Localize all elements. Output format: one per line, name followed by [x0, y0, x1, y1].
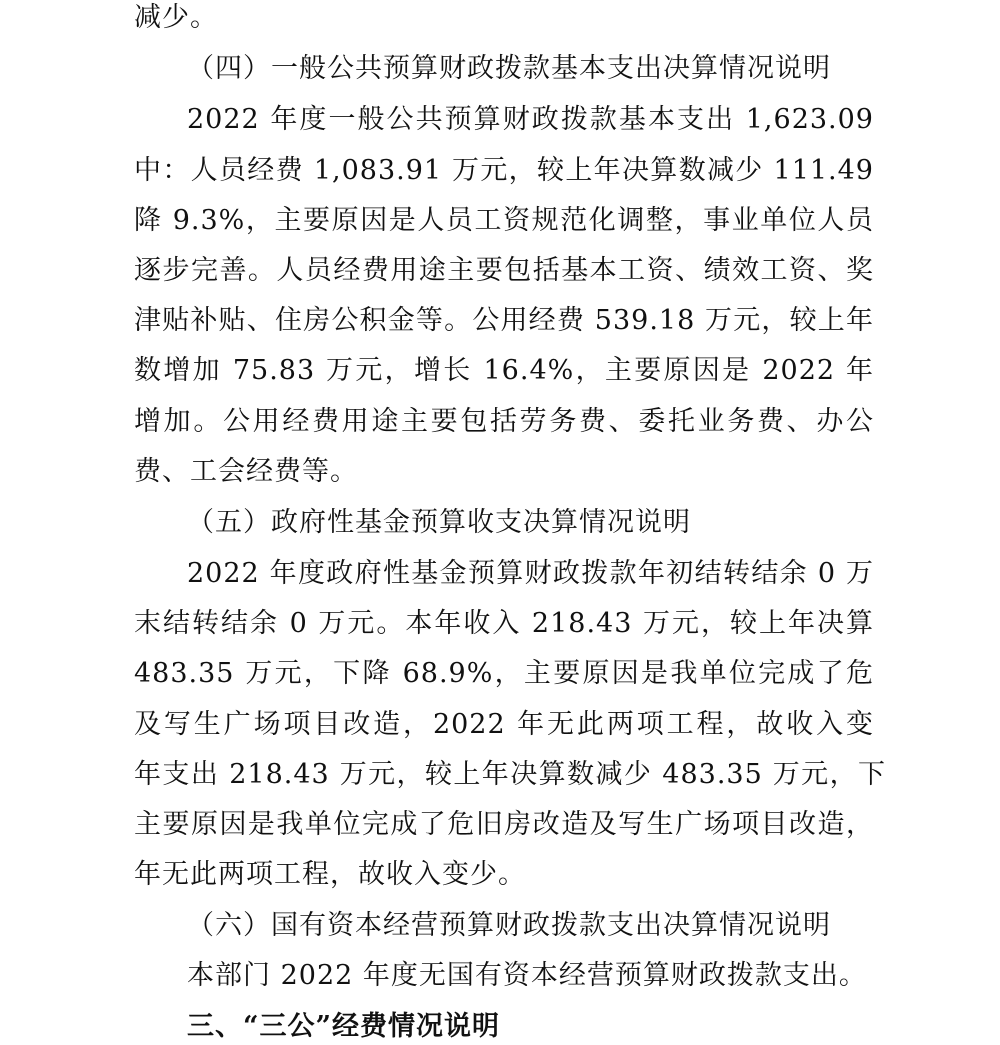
paragraph-line: 逐步完善。人员经费用途主要包括基本工资、绩效工资、奖: [134, 255, 874, 286]
paragraph-line: 降 9.3%，主要原因是人员工资规范化调整，事业单位人员: [134, 205, 874, 236]
paragraph-line: 中：人员经费 1,083.91 万元，较上年决算数减少 111.49: [134, 155, 874, 186]
paragraph-line: 费、工会经费等。: [134, 456, 358, 487]
paragraph-line: 主要原因是我单位完成了危旧房改造及写生广场项目改造，: [134, 809, 874, 840]
paragraph-line: 本部门 2022 年度无国有资本经营预算财政拨款支出。: [187, 960, 867, 991]
section-heading-4: （四）一般公共预算财政拨款基本支出决算情况说明: [187, 53, 831, 84]
paragraph-line: 及写生广场项目改造，2022 年无此两项工程，故收入变: [134, 709, 874, 740]
paragraph-line: 数增加 75.83 万元，增长 16.4%，主要原因是 2022 年: [134, 355, 874, 386]
paragraph-line: 年无此两项工程，故收入变少。: [134, 859, 526, 890]
paragraph-line: 增加。公用经费用途主要包括劳务费、委托业务费、办公: [134, 406, 874, 437]
paragraph-line: 483.35 万元，下降 68.9%，主要原因是我单位完成了危: [134, 658, 874, 689]
paragraph-line: 2022 年度政府性基金预算财政拨款年初结转结余 0 万: [187, 558, 874, 589]
section-heading-5: （五）政府性基金预算收支决算情况说明: [187, 507, 691, 538]
section-heading-6: （六）国有资本经营预算财政拨款支出决算情况说明: [187, 910, 831, 941]
paragraph-line: 2022 年度一般公共预算财政拨款基本支出 1,623.09: [187, 104, 874, 135]
paragraph-line: 减少。: [134, 2, 218, 33]
paragraph-line: 年支出 218.43 万元，较上年决算数减少 483.35 万元，下: [134, 759, 886, 790]
chapter-heading-3: 三、“三公”经费情况说明: [187, 1011, 501, 1042]
paragraph-line: 末结转结余 0 万元。本年收入 218.43 万元，较上年决算: [134, 608, 874, 639]
paragraph-line: 津贴补贴、住房公积金等。公用经费 539.18 万元，较上年: [134, 305, 874, 336]
